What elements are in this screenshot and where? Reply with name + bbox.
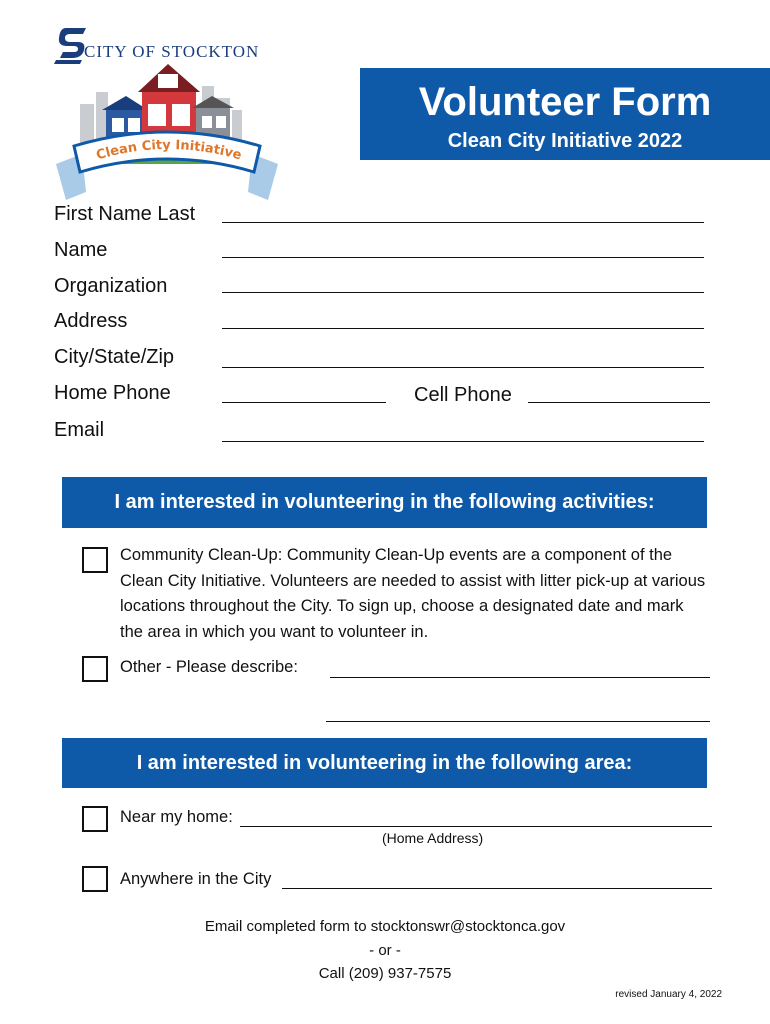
revised-date: revised January 4, 2022 xyxy=(615,989,722,1000)
activities-heading: I am interested in volunteering in the following activities: xyxy=(62,477,707,528)
stockton-s-icon xyxy=(54,28,86,64)
cell-phone-line[interactable] xyxy=(528,402,710,403)
other-label: Other - Please describe: xyxy=(120,658,298,676)
near-home-line[interactable] xyxy=(240,826,712,827)
email-label: Email xyxy=(54,419,105,441)
anywhere-label: Anywhere in the City xyxy=(120,870,272,888)
cell-phone-label: Cell Phone xyxy=(414,384,512,406)
community-cleanup-text: Community Clean-Up: Community Clean-Up events are a component of the Clean City Initiative. Volunteers are needed to assist with litter pick-up at various locations throughout the City. To sign up, choose a designated date and mark the area in which you want to volunteer in. xyxy=(120,546,706,641)
area-heading: I am interested in volunteering in the following area: xyxy=(62,738,707,788)
other-line-2[interactable] xyxy=(326,721,710,722)
organization-label: Organization xyxy=(54,275,168,297)
first-name-line[interactable] xyxy=(222,222,704,223)
other-checkbox[interactable] xyxy=(82,656,108,682)
city-state-zip-label: City/State/Zip xyxy=(54,346,175,368)
home-phone-label: Home Phone xyxy=(54,382,171,404)
near-home-checkbox[interactable] xyxy=(82,806,108,832)
email-line[interactable] xyxy=(222,441,704,442)
footer-call: Call (209) 937-7575 xyxy=(318,965,452,982)
page-title: Volunteer Form xyxy=(418,80,712,124)
footer-email: Email completed form to stocktonswr@stocktonca.gov xyxy=(204,918,566,935)
address-label: Address xyxy=(54,310,128,332)
anywhere-line[interactable] xyxy=(282,888,712,889)
logo-banner-text: Clean City Initiative xyxy=(94,137,244,164)
first-name-label: First Name Last xyxy=(54,203,196,225)
organization-line[interactable] xyxy=(222,292,704,293)
city-state-zip-line[interactable] xyxy=(222,367,704,368)
home-phone-line[interactable] xyxy=(222,402,386,403)
community-cleanup-checkbox[interactable] xyxy=(82,547,108,573)
name-label: Name xyxy=(54,239,108,261)
address-line[interactable] xyxy=(222,328,704,329)
other-line-1[interactable] xyxy=(330,677,710,678)
anywhere-checkbox[interactable] xyxy=(82,866,108,892)
home-address-caption: (Home Address) xyxy=(382,830,484,846)
title-box xyxy=(360,68,770,160)
name-line[interactable] xyxy=(222,257,704,258)
near-home-label: Near my home: xyxy=(120,808,233,826)
page-subtitle: Clean City Initiative 2022 xyxy=(447,130,683,152)
footer-or: - or - xyxy=(369,942,401,959)
city-name: CITY OF STOCKTON xyxy=(84,42,260,61)
